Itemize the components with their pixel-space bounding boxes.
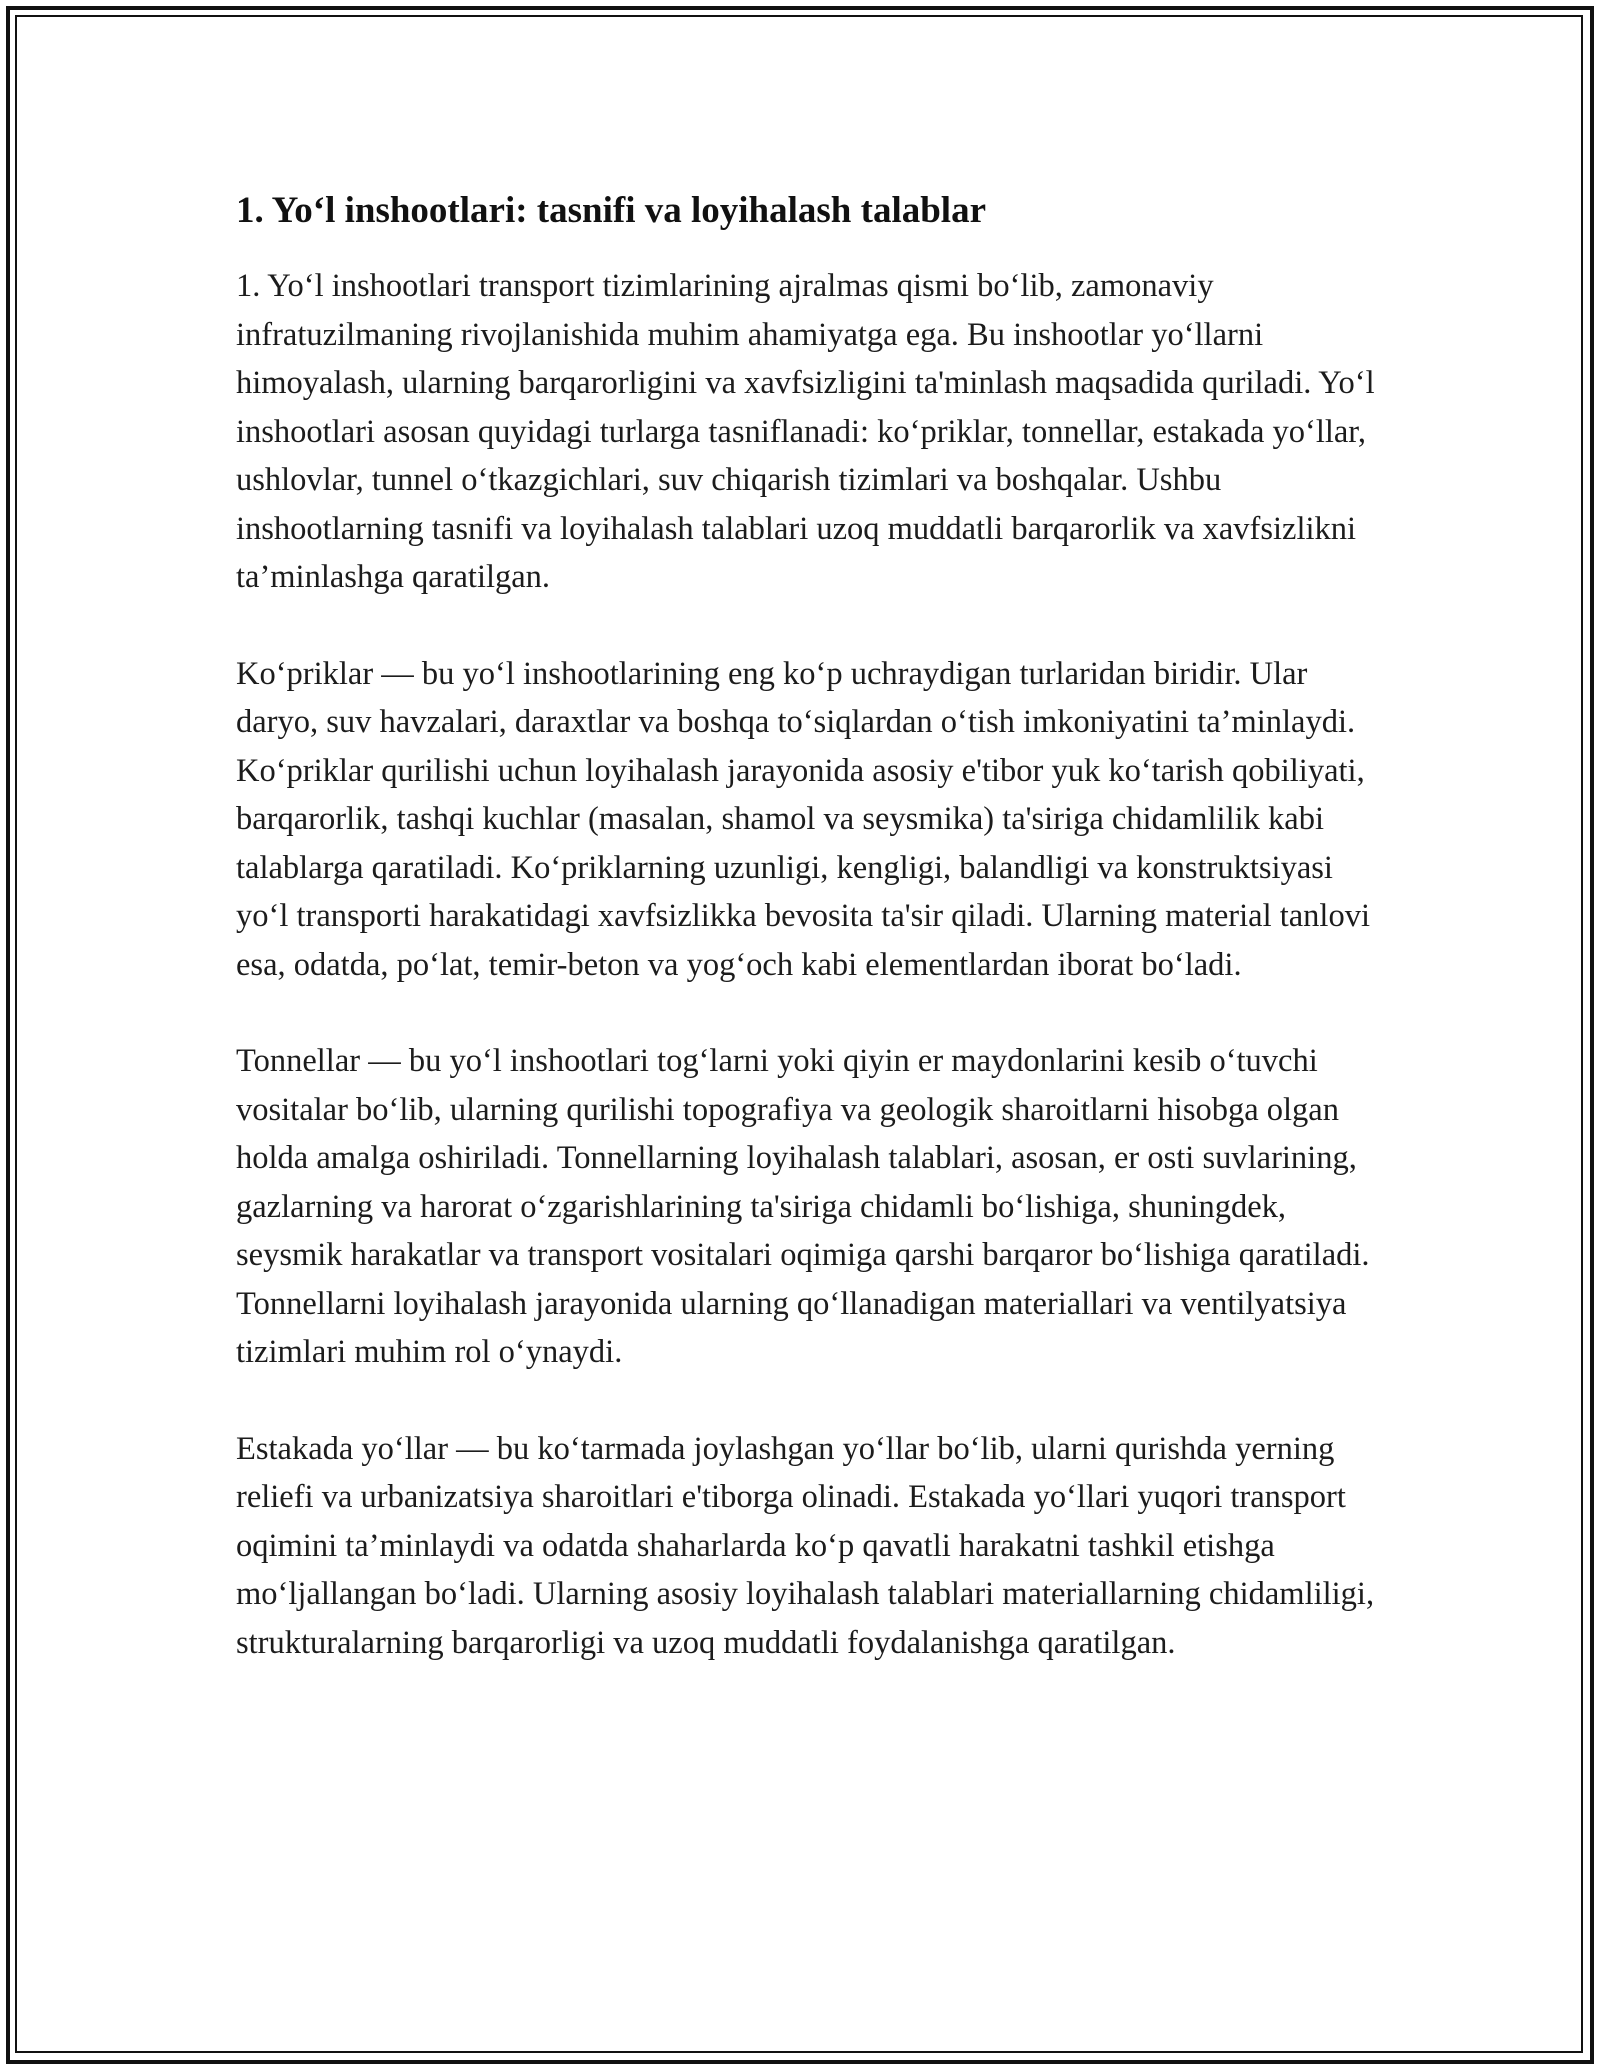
document-page [236, 186, 1376, 1667]
paragraph-bridges: Ko‘priklar — bu yo‘l inshootlarining eng ko‘p uchraydigan turlaridan biridir. Ular daryo, suv havzalari, daraxtlar va boshqa to‘siqlardan o‘tish imkoniyatini ta’minlaydi. Ko‘priklar qurilishi uchun loyihalash jarayonida asosiy e'tibor yuk ko‘tarish qobiliyati, barqarorlik, tashqi kuchlar (masalan, shamol va seysmika) ta'siriga chidamlilik kabi talablarga qaratiladi. Ko‘priklarning uzunligi, kengligi, balandligi va konstruktsiyasi yo‘l transporti harakatidagi xavfsizlikka bevosita ta'sir qiladi. Ularning material tanlovi esa, odatda, po‘lat, temir-beton va yog‘och kabi elementlardan iborat bo‘ladi. [236, 655, 1370, 983]
paragraph-tunnels: Tonnellar — bu yo‘l inshootlari tog‘larni yoki qiyin er maydonlarini kesib o‘tuvchi vositalar bo‘lib, ularning qurilishi topografiya va geologik sharoitlarni hisobga olgan holda amalga oshiriladi. Tonnellarning loyihalash talablari, asosan, er osti suvlarining, gazlarning va harorat o‘zgarishlarining ta'siriga chidamli bo‘lishiga, shuningdek, seysmik harakatlar va transport vositalari oqimiga qarshi barqaror bo‘lishiga qaratiladi. Tonnellarni loyihalash jarayonida ularning qo‘llanadigan materiallari va ventilyatsiya tizimlari muhim rol o‘ynaydi. [236, 1043, 1370, 1370]
paragraph-overpasses: Estakada yo‘llar — bu ko‘tarmada joylashgan yo‘llar bo‘lib, ularni qurishda yerning reliefi va urbanizatsiya sharoitlari e'tiborga olinadi. Estakada yo‘llari yuqori transport oqimini ta’minlaydi va odatda shaharlarda ko‘p qavatli harakatni tashkil etishga mo‘ljallangan bo‘ladi. Ularning asosiy loyihalash talablari materiallarning chidamliligi, strukturalarning barqarorligi va uzoq muddatli foydalanishga qaratilgan. [236, 1430, 1375, 1661]
paragraph-intro: 1. Yo‘l inshootlari transport tizimlarining ajralmas qismi bo‘lib, zamonaviy infratuzilmaning rivojlanishida muhim ahamiyatga ega. Bu inshootlar yo‘llarni himoyalash, ularning barqarorligini va xavfsizligini ta'minlash maqsadida quriladi. Yo‘l inshootlari asosan quyidagi turlarga tasniflanadi: ko‘priklar, tonnellar, estakada yo‘llar, ushlovlar, tunnel o‘tkazgichlari, suv chiqarish tizimlari va boshqalar. Ushbu inshootlarning tasnifi va loyihalash talablari uzoq muddatli barqarorlik va xavfsizlikni ta’minlashga qaratilgan. [236, 268, 1375, 595]
section-title: 1. Yo‘l inshootlari: tasnifi va loyihalash talablar [236, 190, 987, 231]
